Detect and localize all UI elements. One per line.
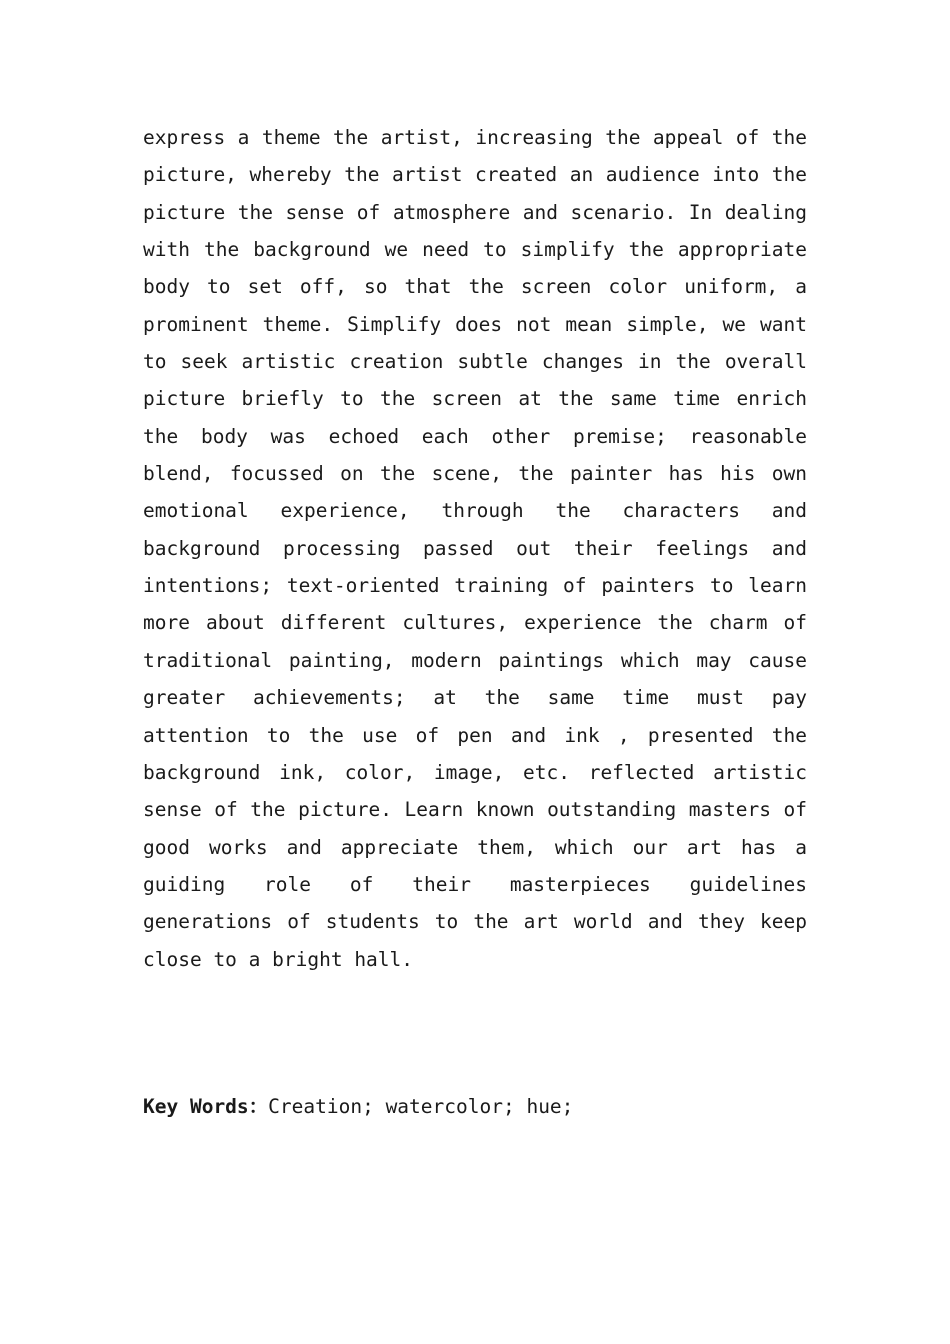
keywords-label: Key Words： [143,1095,269,1118]
abstract-paragraph: express a theme the artist, increasing the appeal of the picture, whereby the artist created an audience into the picture the sense of atmosphere and scenario. In dealing with the background we need to simplify the appropriate body to set off, so that the screen color uniform, a prominent theme. Simplify does not mean simple, we want to seek artistic creation subtle changes in the overall picture briefly to the screen at the same time enrich the body was echoed each other premise; reasonable blend, focussed on the scene, the painter has his own emotional experience, through the characters and background processing passed out their feelings and intentions; text-oriented training of painters to learn more about different cultures, experience the charm of traditional painting, modern paintings which may cause greater achievements; at the same time must pay attention to the use of pen and ink , presented the background ink, color, image, etc. reflected artistic sense of the picture. Learn known outstanding masters of good works and appreciate them, which our art has a guiding role of their masterpieces guidelines generations of students to the art world and they keep close to a bright hall. [143,126,807,971]
keywords-value: Creation; watercolor; hue; [268,1095,574,1118]
keywords-line [143,1088,807,1125]
